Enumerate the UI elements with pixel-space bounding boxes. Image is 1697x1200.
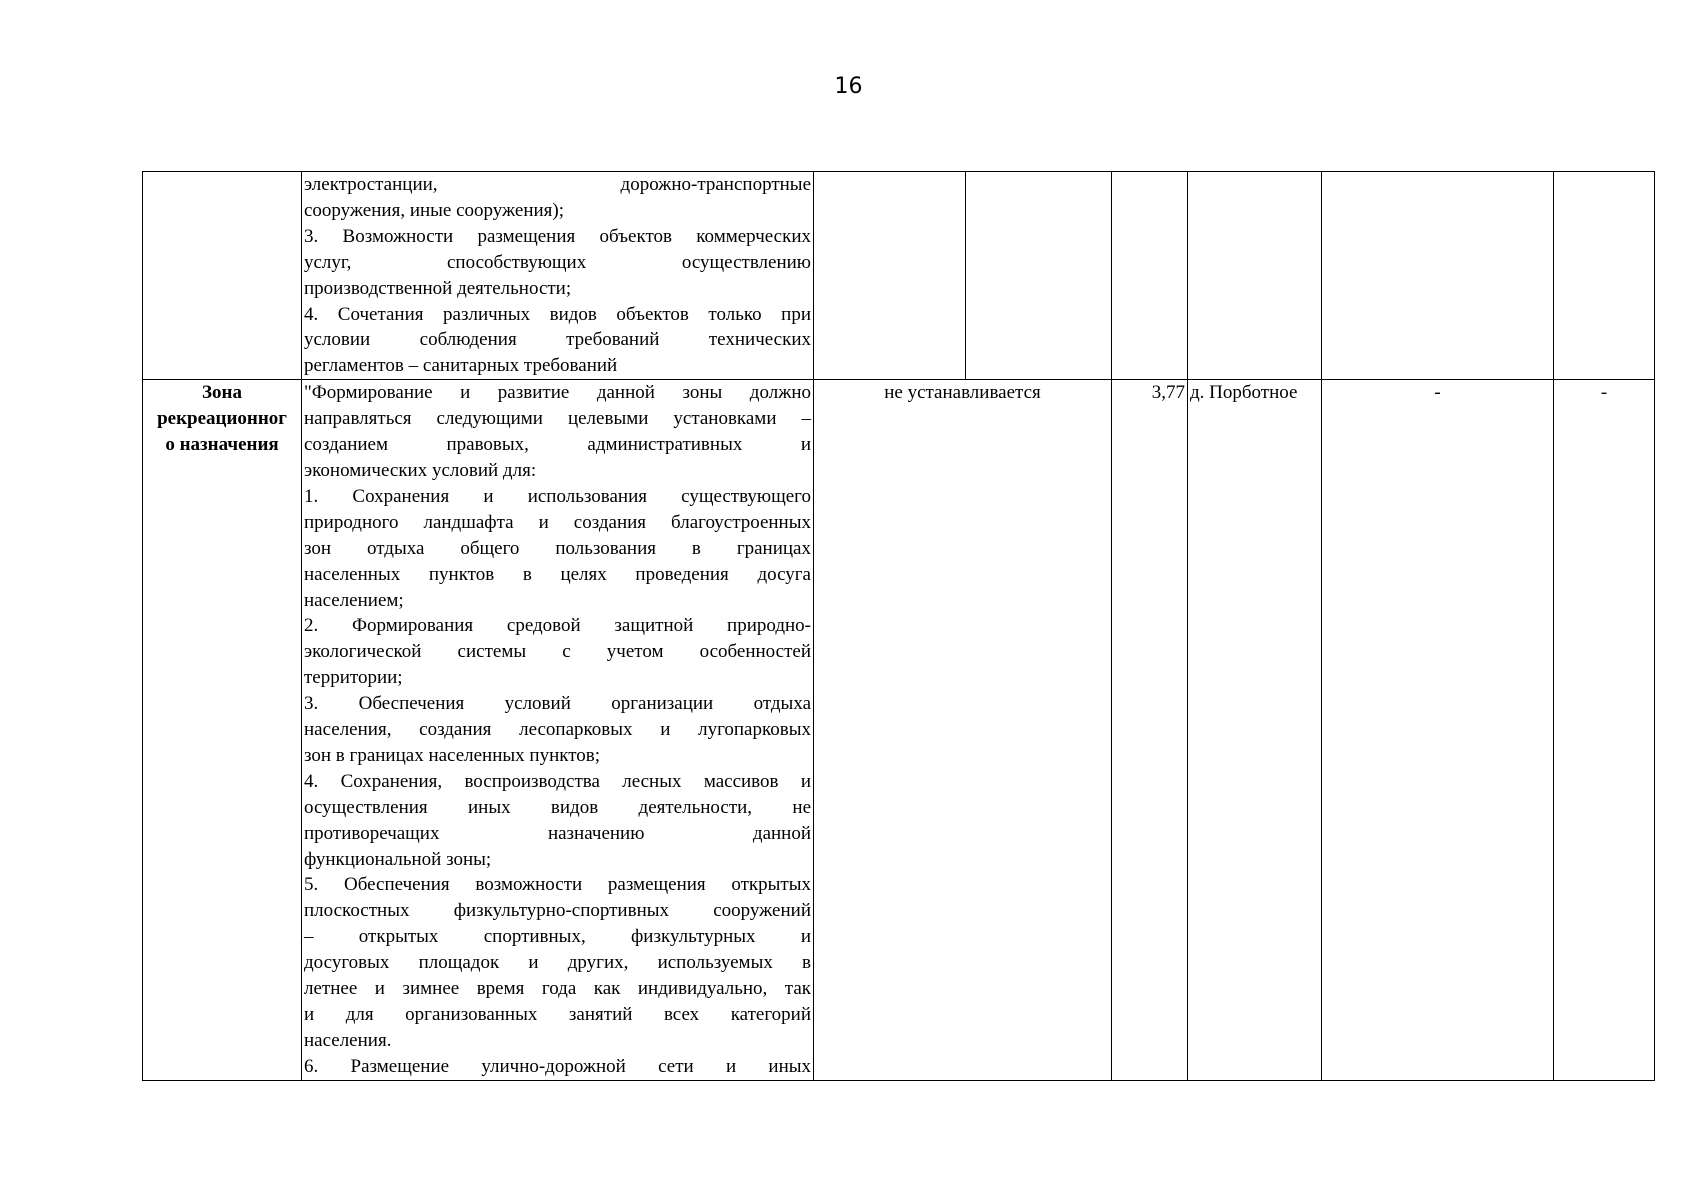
text-line: осуществления иных видов деятельности, не — [304, 796, 811, 818]
text-line: и для организованных занятий всех категорий — [304, 1004, 811, 1025]
empty-cell — [966, 172, 1112, 380]
text-line: направляться следующими целевыми установками – — [304, 408, 811, 430]
text-line: созданием правовых, административных и — [304, 434, 811, 456]
text-line: населенных пунктов в целях проведения досуга — [304, 563, 811, 585]
empty-cell — [1112, 172, 1188, 380]
zone-name-cell — [143, 172, 302, 380]
text-line: экологической системы с учетом особенностей — [304, 641, 811, 663]
text-line: территории; — [304, 667, 403, 689]
text-line: электростанции, дорожно-транспортные — [304, 174, 811, 195]
text-line: 2. Формирования средовой защитной природно- — [304, 615, 811, 637]
table-row — [143, 380, 1655, 1080]
page-number: 16 — [834, 74, 863, 99]
text-line: – открытых спортивных, физкультурных и — [304, 926, 811, 948]
text-line: 4. Сохранения, воспроизводства лесных массивов и — [304, 770, 811, 792]
text-line: зон в границах населенных пунктов; — [304, 744, 601, 766]
table-row — [143, 172, 1655, 380]
zone-name-line: рекреационног — [157, 408, 287, 430]
empty-cell — [1188, 172, 1322, 380]
text-line: "Формирование и развитие данной зоны должно — [304, 382, 811, 404]
text-line: 5. Обеспечения возможности размещения открытых — [304, 874, 811, 896]
text-line: 6. Размещение улично-дорожной сети и иных — [304, 1055, 811, 1077]
text-line: 3. Возможности размещения объектов коммерческих — [304, 225, 811, 247]
zone-name-cell — [143, 380, 302, 1080]
dash-cell: - — [1322, 380, 1554, 1080]
text-line: сооружения, иные сооружения); — [304, 199, 565, 221]
functional-zones-table — [142, 171, 1655, 1081]
text-line: зон отдыха общего пользования в границах — [304, 537, 811, 559]
empty-cell — [1322, 172, 1554, 380]
area-cell: 3,77 — [1112, 380, 1188, 1080]
text-line: регламентов – санитарных требований — [304, 355, 618, 377]
parameters-cell: не устанавливается — [814, 380, 1112, 1080]
text-line: 3. Обеспечения условий организации отдыха — [304, 693, 811, 715]
text-line: экономических условий для: — [304, 459, 537, 481]
text-line: населением; — [304, 589, 404, 611]
empty-cell — [814, 172, 966, 380]
text-line: природного ландшафта и создания благоустроенных — [304, 511, 811, 533]
text-line: населения. — [304, 1029, 392, 1051]
text-line: 1. Сохранения и использования существующего — [304, 485, 811, 507]
text-line: услуг, способствующих осуществлению — [304, 251, 811, 273]
text-line: противоречащих назначению данной — [304, 822, 811, 844]
text-line: населения, создания лесопарковых и лугопарковых — [304, 719, 811, 741]
dash-cell: - — [1554, 380, 1655, 1080]
text-line: производственной деятельности; — [304, 277, 572, 299]
text-line: летнее и зимнее время года как индивидуально, так — [304, 978, 811, 1000]
text-line: плоскостных физкультурно-спортивных сооружений — [304, 900, 811, 922]
settlement-cell: д. Порботное — [1188, 380, 1322, 1080]
text-line: функциональной зоны; — [304, 848, 492, 870]
zone-description-cell — [302, 380, 814, 1080]
empty-cell — [1554, 172, 1655, 380]
text-line: условии соблюдения требований технических — [304, 329, 811, 351]
text-line: досуговых площадок и других, используемых в — [304, 952, 811, 974]
text-line: 4. Сочетания различных видов объектов только при — [304, 303, 811, 325]
zone-name-line: Зона — [202, 382, 242, 404]
zone-description-cell — [302, 172, 814, 380]
zone-name-line: о назначения — [165, 434, 279, 456]
